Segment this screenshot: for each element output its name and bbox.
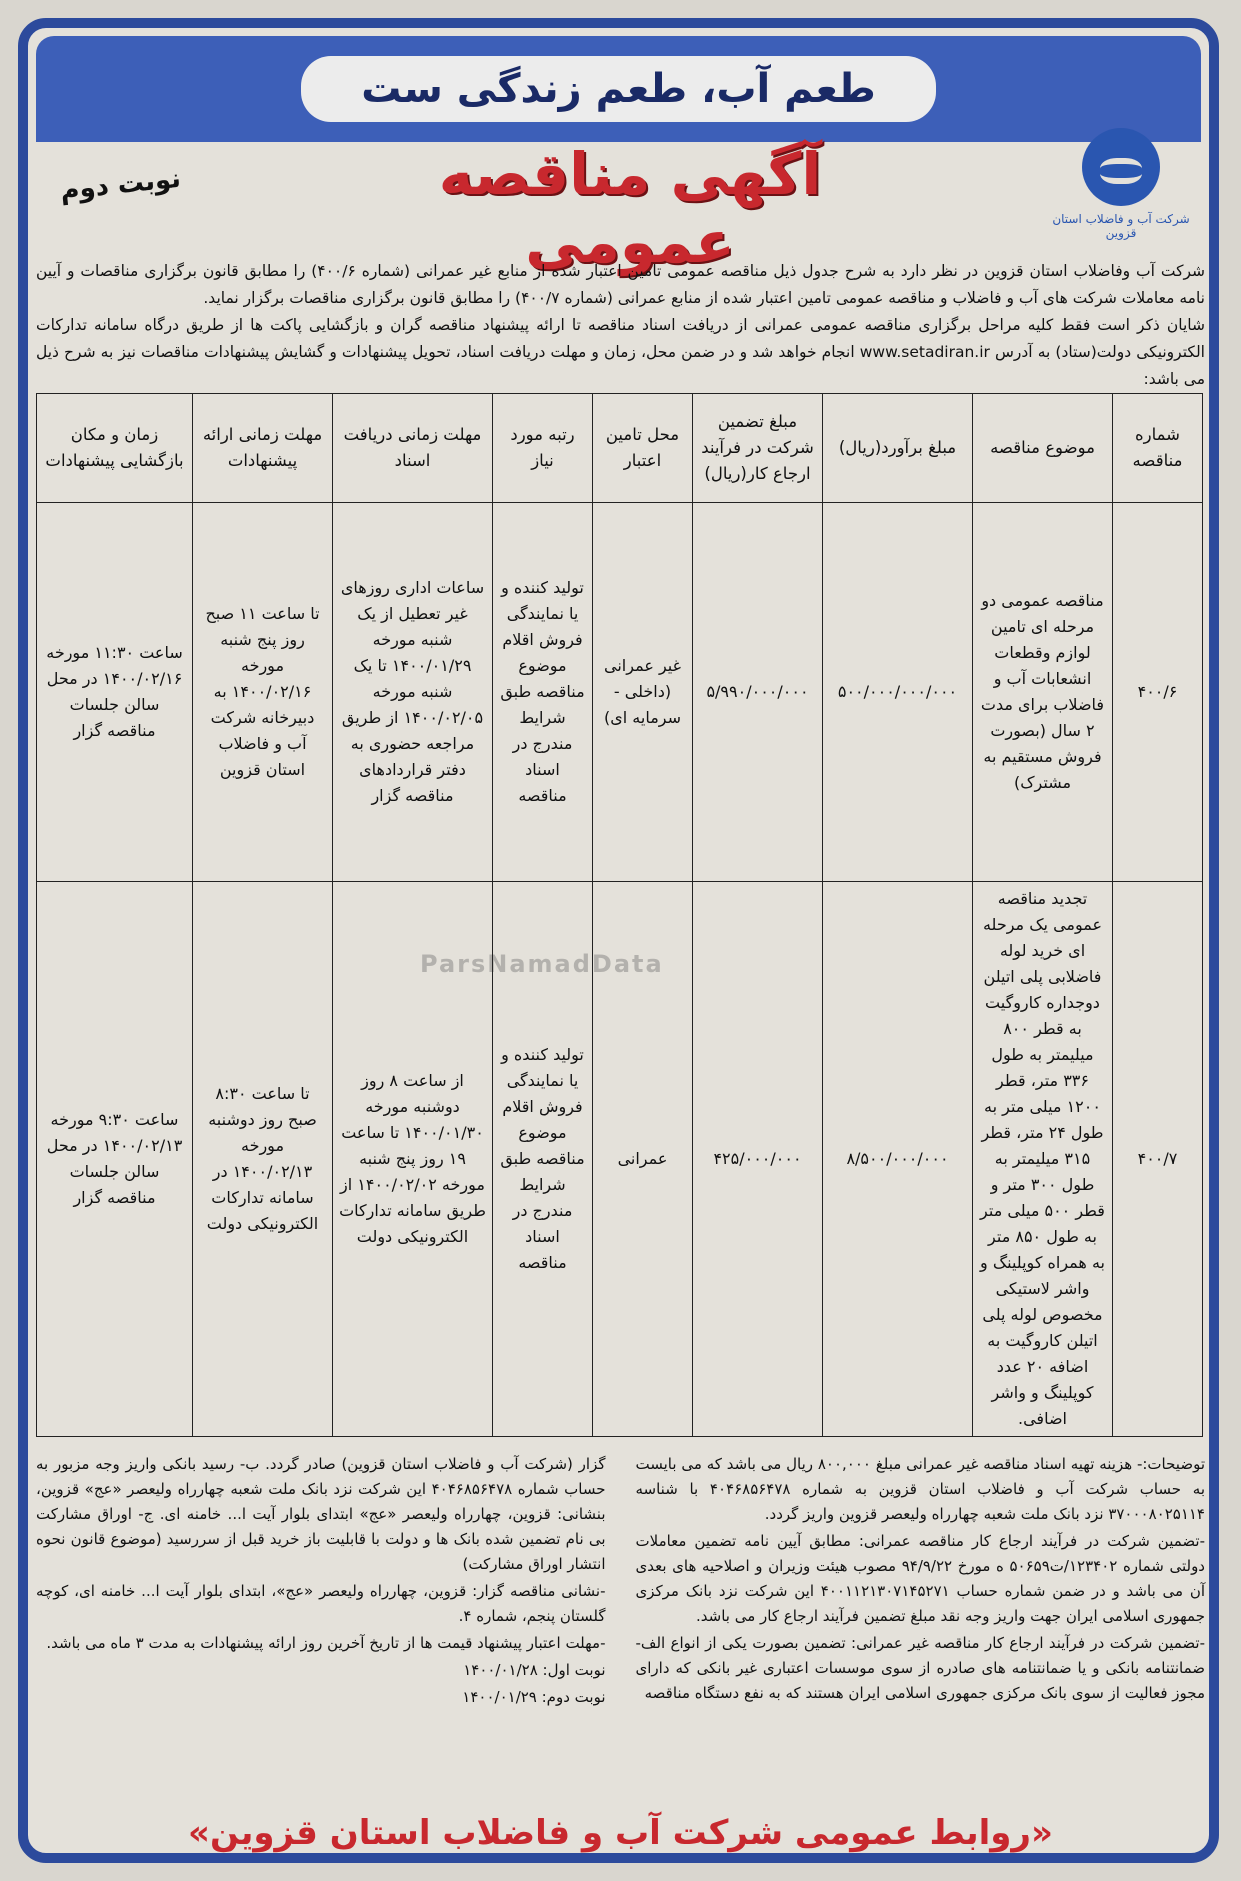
cell-funding: غیر عمرانی (داخلی - سرمایه ای) bbox=[593, 503, 693, 882]
note-item: -نشانی مناقصه گزار: قزوین، چهارراه ولیعصر «عج»، ابتدای بلوار آیت ا... خامنه ای، کوچه گلستان پنجم، شماره ۴. bbox=[36, 1582, 606, 1625]
cell-estimate: ۵۰۰/۰۰۰/۰۰۰/۰۰۰ bbox=[823, 503, 973, 882]
cell-opening: ساعت ۹:۳۰ مورخه ۱۴۰۰/۰۲/۱۳ در محل سالن جلسات مناقصه گزار bbox=[37, 882, 193, 1437]
footer-signature: «روابط عمومی شرکت آب و فاضلاب استان قزوین» bbox=[188, 1813, 1053, 1853]
page-title: آگهی مناقصه عمومی bbox=[438, 140, 822, 276]
notes-section bbox=[36, 1452, 1205, 1732]
logo-caption: شرکت آب و فاضلاب استان قزوین bbox=[1052, 212, 1190, 240]
company-logo bbox=[1051, 128, 1191, 238]
note-item: -مهلت اعتبار پیشنهاد قیمت ها از تاریخ آخرین روز ارائه پیشنهادات به مدت ۳ ماه می باشد. bbox=[46, 1634, 606, 1652]
cell-number: ۴۰۰/۷ bbox=[1113, 882, 1203, 1437]
cell-opening: ساعت ۱۱:۳۰ مورخه ۱۴۰۰/۰۲/۱۶ در محل سالن جلسات مناقصه گزار bbox=[37, 503, 193, 882]
table-header-row bbox=[37, 394, 1203, 503]
cell-subject: تجدید مناقصه عمومی یک مرحله ای خرید لوله فاضلابی پلی اتیلن دوجداره کاروگیت به قطر ۸۰۰ میلیمتر به طول ۳۳۶ متر، قطر ۱۲۰۰ میلی متر به طول ۲۴ متر، قطر ۳۱۵ میلیمتر به طول ۳۰۰ متر و قطر ۵۰۰ میلی متر به طول ۸۵۰ متر به همراه کوپلینگ و واشر لاستیکی مخصوص لوله پلی اتیلن کاروگیت به اضافه ۲۰ عدد کوپلینگ و واشر اضافی. bbox=[973, 882, 1113, 1437]
cell-doc-deadline: از ساعت ۸ روز دوشنبه مورخه ۱۴۰۰/۰۱/۳۰ تا ساعت ۱۹ روز پنج شنبه مورخه ۱۴۰۰/۰۲/۰۲ از طریق سامانه تدارکات الکترونیکی دولت bbox=[333, 882, 493, 1437]
table-row bbox=[37, 503, 1203, 882]
notes-left-column bbox=[36, 1452, 606, 1732]
header-guarantee: مبلغ تضمین شرکت در فرآیند ارجاع کار(ریال) bbox=[693, 394, 823, 503]
header-number: شماره مناقصه bbox=[1113, 394, 1203, 503]
slogan-banner bbox=[36, 36, 1201, 142]
note-item: نوبت دوم: ۱۴۰۰/۰۱/۲۹ bbox=[462, 1688, 606, 1706]
header-funding: محل تامین اعتبار bbox=[593, 394, 693, 503]
cell-subject: مناقصه عمومی دو مرحله ای تامین لوازم وقطعات انشعابات آب و فاضلاب برای مدت ۲ سال (بصورت فروش مستقیم به مشترک) bbox=[973, 503, 1113, 882]
note-item: توضیحات:- هزینه تهیه اسناد مناقصه غیر عمرانی مبلغ ۸۰۰,۰۰۰ ریال می باشد که می بایست به حساب شرکت آب و فاضلاب استان قزوین به شماره ۴۰۴۶۸۵۶۴۷۸ با شناسه ۳۷۰۰۰۸۰۲۵۱۱۴ نزد بانک ملت شعبه چهارراه ولیعصر قزوین واریز گردد. bbox=[635, 1455, 1205, 1523]
publication-round: نوبت دوم bbox=[58, 163, 183, 207]
cell-guarantee: ۵/۹۹۰/۰۰۰/۰۰۰ bbox=[693, 503, 823, 882]
cell-guarantee: ۴۲۵/۰۰۰/۰۰۰ bbox=[693, 882, 823, 1437]
slogan-text: طعم آب، طعم زندگی ست bbox=[301, 56, 936, 122]
cell-doc-deadline: ساعات اداری روزهای غیر تعطیل از یک شنبه مورخه ۱۴۰۰/۰۱/۲۹ تا یک شنبه مورخه ۱۴۰۰/۰۲/۰۵ از طریق مراجعه حضوری به دفتر قراردادهای مناقصه گزار bbox=[333, 503, 493, 882]
intro-paragraph-1: شرکت آب وفاضلاب استان قزوین در نظر دارد به شرح جدول ذیل مناقصه عمومی تامین اعتبار شده از منابع غیر عمرانی (شماره ۴۰۰/۶) را مطابق قانون برگزاری مناقصات و آیین نامه معاملات شرکت های آب و فاضلاب و مناقصه عمومی تامین اعتبار شده از منابع عمرانی (شماره ۴۰۰/۷) را مطابق قانون برگزاری مناقصات برگزار نماید. bbox=[36, 262, 1205, 307]
cell-number: ۴۰۰/۶ bbox=[1113, 503, 1203, 882]
watermark: ParsNamadData bbox=[420, 950, 664, 978]
cell-estimate: ۸/۵۰۰/۰۰۰/۰۰۰ bbox=[823, 882, 973, 1437]
cell-rank: تولید کننده و یا نمایندگی فروش اقلام موضوع مناقصه طبق شرایط مندرج در اسناد مناقصه bbox=[493, 882, 593, 1437]
header-opening: زمان و مکان بازگشایی پیشنهادات bbox=[37, 394, 193, 503]
header-doc-deadline: مهلت زمانی دریافت اسناد bbox=[333, 394, 493, 503]
note-item: -تضمین شرکت در فرآیند ارجاع کار مناقصه عمرانی: مطابق آیین نامه تضمین معاملات دولتی شماره ۱۲۳۴۰۲/ت۵۰۶۵۹ ه مورخ ۹۴/۹/۲۲ مصوب هیئت وزیران و اصلاحیه های بعدی آن می باشد و در ضمن شماره حساب ۴۰۰۱۱۲۱۳۰۷۱۴۵۲۷۱ این شرکت نزد بانک مرکزی جمهوری اسلامی ایران جهت واریز وجه نقد مبلغ تضمین فرآیند ارجاع کار می باشد. bbox=[635, 1532, 1206, 1625]
header-subject: موضوع مناقصه bbox=[973, 394, 1113, 503]
note-item: نوبت اول: ۱۴۰۰/۰۱/۲۸ bbox=[463, 1661, 606, 1679]
header-estimate: مبلغ برآورد(ریال) bbox=[823, 394, 973, 503]
intro-paragraph-2: شایان ذکر است فقط کلیه مراحل برگزاری مناقصه عمومی عمرانی از دریافت اسناد مناقصه تا ارائه پیشنهاد مناقصه گران و بازگشایی پاکت ها از طریق درگاه سامانه تدارکات الکترونیکی دولت(ستاد) به آدرس www.setadiran.ir انجام خواهد شد و در ضمن محل، زمان و مهلت دریافت اسناد، تحویل پیشنهادات و گشایش پیشنهادات مناقصات نیز به شرح ذیل می باشد: bbox=[36, 316, 1205, 388]
header-rank: رتبه مورد نیاز bbox=[493, 394, 593, 503]
header-offer-deadline: مهلت زمانی ارائه پیشنهادات bbox=[193, 394, 333, 503]
cell-rank: تولید کننده و یا نمایندگی فروش اقلام موضوع مناقصه طبق شرایط مندرج در اسناد مناقصه bbox=[493, 503, 593, 882]
note-item: -تضمین شرکت در فرآیند ارجاع کار مناقصه غیر عمرانی: تضمین بصورت یکی از انواع الف- ضمانتنامه بانکی و یا ضمانتنامه های صادره از سوی موسسات اعتباری غیر بانکی که دارای مجوز فعالیت از سوی بانک مرکزی جمهوری اسلامی ایران هستند که به نفع دستگاه مناقصه bbox=[635, 1634, 1205, 1702]
table-row bbox=[37, 882, 1203, 1437]
cell-offer-deadline: تا ساعت ۱۱ صبح روز پنج شنبه مورخه ۱۴۰۰/۰۲/۱۶ به دبیرخانه شرکت آب و فاضلاب استان قزوین bbox=[193, 503, 333, 882]
cell-funding: عمرانی bbox=[593, 882, 693, 1437]
tenders-table bbox=[36, 393, 1203, 1437]
cell-offer-deadline: تا ساعت ۸:۳۰ صبح روز دوشنبه مورخه ۱۴۰۰/۰۲/۱۳ در سامانه تدارکات الکترونیکی دولت bbox=[193, 882, 333, 1437]
note-item: گزار (شرکت آب و فاضلاب استان قزوین) صادر گردد. ب- رسید بانکی واریز وجه مزبور به حساب شماره ۴۰۴۶۸۵۶۴۷۸ این شرکت نزد بانک ملت شعبه چهارراه ولیعصر «عج» قزوین، بنشانی: قزوین، چهارراه ولیعصر «عج» ابتدای بلوار آیت ا... خامنه ای. ج- اوراق مشارکت بی نام تضمین شده بانک ها و دولت با قابلیت باز خرید قبل از سررسید (موضوع قانون نحوه انتشار اوراق مشارکت) bbox=[36, 1455, 606, 1573]
notes-right-column bbox=[636, 1452, 1206, 1732]
water-drop-icon bbox=[1082, 128, 1160, 206]
intro-text bbox=[36, 258, 1205, 393]
